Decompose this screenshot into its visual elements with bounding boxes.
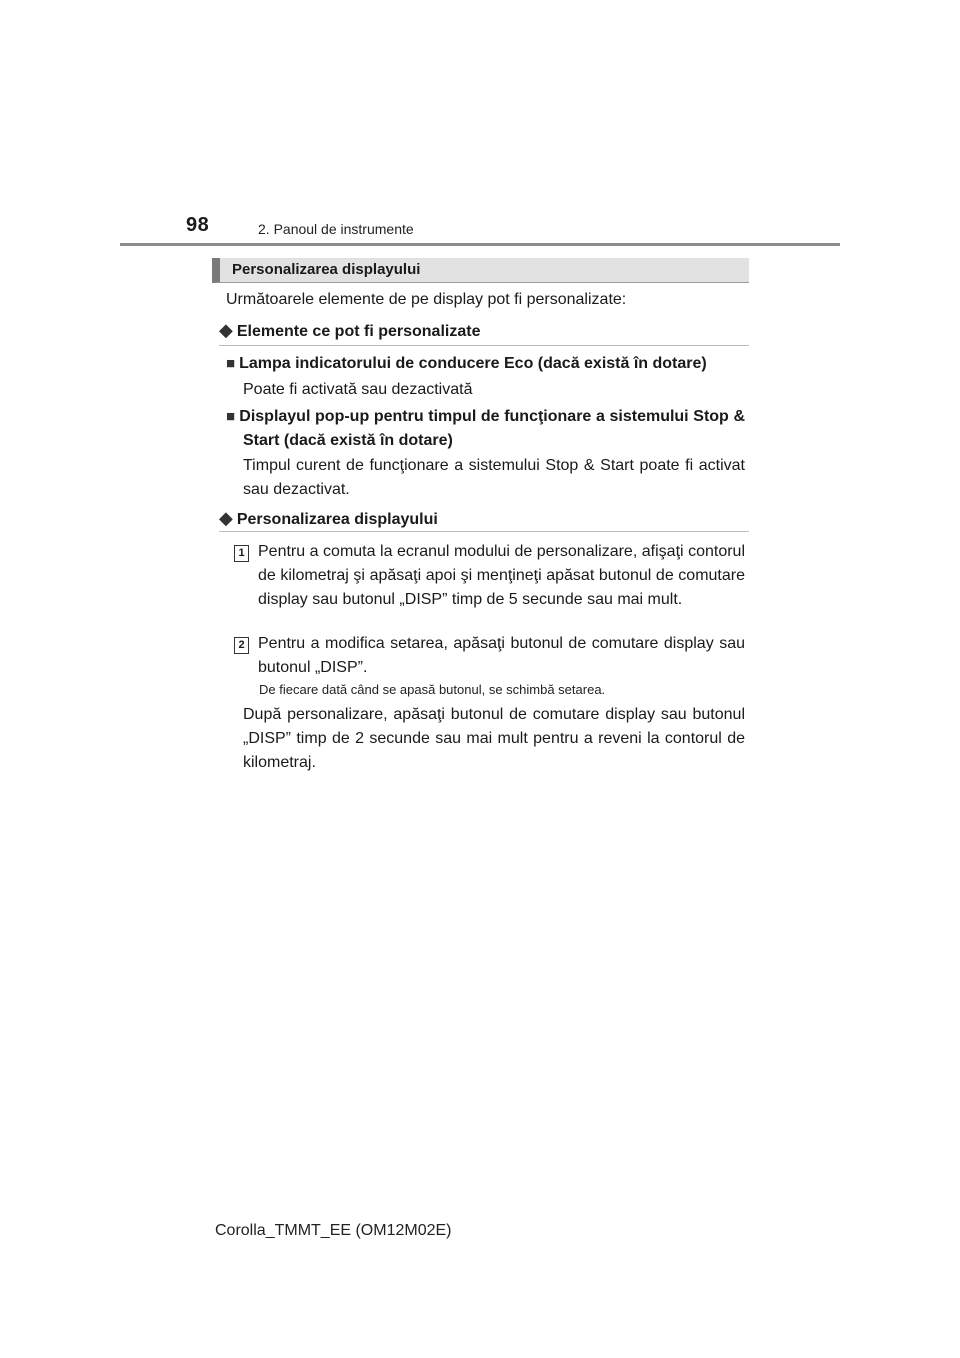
step-number-badge: 1 <box>234 545 249 562</box>
subheading-text: Elemente ce pot fi personalizate <box>236 323 481 340</box>
step-number-badge: 2 <box>234 637 249 654</box>
subheading-divider <box>219 345 749 346</box>
square-bullet-icon: ■ <box>226 355 236 372</box>
section-title-bar <box>212 258 749 283</box>
section-intro: Următoarele elemente de pe display pot fi personalizate: <box>226 291 627 308</box>
step-note: De fiecare dată când se apasă butonul, se schimbă setarea. <box>259 682 606 697</box>
chapter-title: 2. Panoul de instrumente <box>258 221 414 237</box>
page-number: 98 <box>186 214 210 236</box>
subheading-text: Personalizarea displayului <box>236 511 438 528</box>
closing-paragraph: După personalizare, apăsaţi butonul de comutare display sau butonul „DISP” timp de 2 secunde sau mai mult pentru a reveni la contorul de kilometraj. <box>243 706 745 771</box>
header-divider <box>120 243 840 246</box>
diamond-icon: ◆ <box>219 320 233 340</box>
item-description: Timpul curent de funcţionare a sistemului Stop & Start poate fi activat sau dezactivat. <box>243 457 745 498</box>
step-text: Pentru a comuta la ecranul modului de personalizare, afişaţi contorul de kilometraj şi apăsaţi apoi şi menţineţi apăsat butonul de comutare display sau butonul „DISP” timp de 5 secunde sau mai mult. <box>258 543 745 608</box>
item-title: ■ Lampa indicatorului de conducere Eco (dacă există în dotare) <box>226 355 707 372</box>
diamond-icon: ◆ <box>219 508 233 528</box>
step-text: Pentru a modifica setarea, apăsaţi butonul de comutare display sau butonul „DISP”. <box>258 635 745 676</box>
footer-model-code: Corolla_TMMT_EE (OM12M02E) <box>215 1222 452 1239</box>
subheading-divider <box>219 531 749 532</box>
item-title: ■ Displayul pop-up pentru timpul de funcţionare a sistemului Stop & Start (dacă există în dotare) <box>226 408 746 449</box>
subheading-procedure <box>219 508 438 529</box>
section-title: Personalizarea displayului <box>232 261 421 278</box>
square-bullet-icon: ■ <box>226 408 236 425</box>
subheading-customizable <box>219 320 480 341</box>
item-description: Poate fi activată sau dezactivată <box>243 381 473 398</box>
